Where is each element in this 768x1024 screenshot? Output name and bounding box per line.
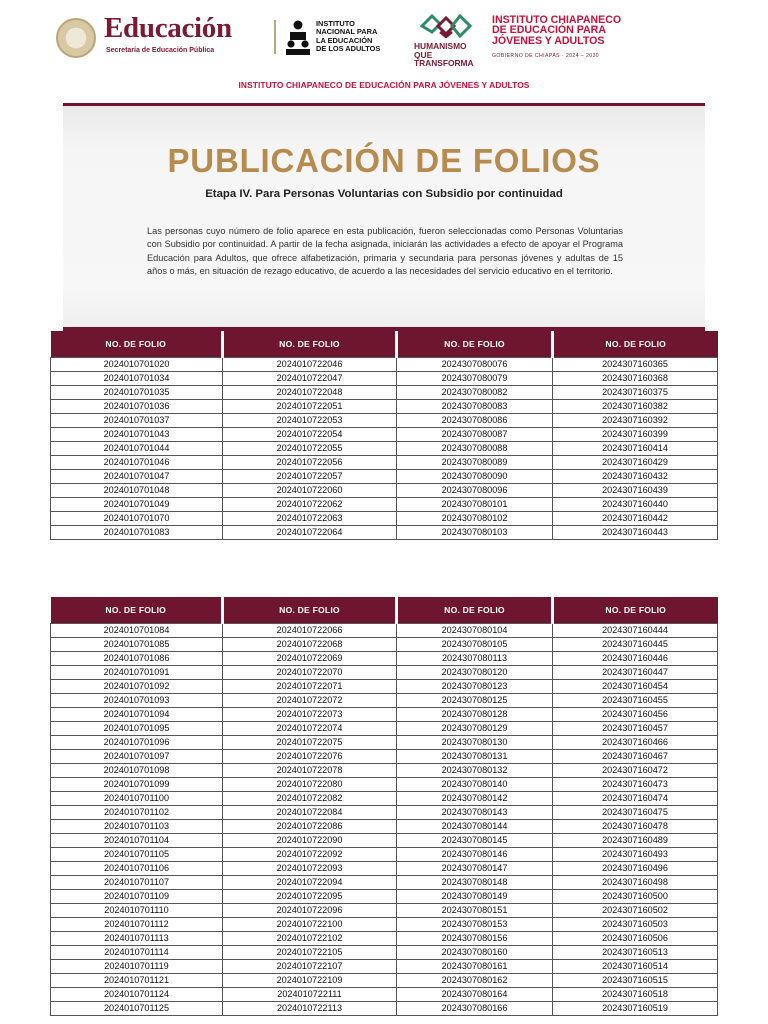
folio-cell: 2024307080076 — [397, 357, 553, 371]
folio-cell: 2024307160375 — [553, 385, 718, 399]
folio-cell: 2024010722096 — [223, 903, 397, 917]
folio-cell: 2024010701044 — [51, 441, 223, 455]
folio-cell: 2024010701036 — [51, 399, 223, 413]
folio-cell: 2024010701037 — [51, 413, 223, 427]
folio-cell: 2024010701094 — [51, 707, 223, 721]
table-row — [51, 469, 718, 483]
folio-cell: 2024307080113 — [397, 651, 553, 665]
table-row — [51, 511, 718, 525]
table-row — [51, 455, 718, 469]
table-row — [51, 749, 718, 763]
folio-cell: 2024010701097 — [51, 749, 223, 763]
folio-cell: 2024010701096 — [51, 735, 223, 749]
folio-cell: 2024010701098 — [51, 763, 223, 777]
folio-cell: 2024307160475 — [553, 805, 718, 819]
inea-logo — [284, 18, 396, 62]
table-row — [51, 819, 718, 833]
folio-cell: 2024010701110 — [51, 903, 223, 917]
folio-cell: 2024010722071 — [223, 679, 397, 693]
folio-cell: 2024010701102 — [51, 805, 223, 819]
page-title: PUBLICACIÓN DE FOLIOS — [167, 142, 601, 179]
folio-cell: 2024307160498 — [553, 875, 718, 889]
folio-cell: 2024307080086 — [397, 413, 553, 427]
folio-cell: 2024307080144 — [397, 819, 553, 833]
folio-cell: 2024010722100 — [223, 917, 397, 931]
column-header: NO. DE FOLIO — [397, 597, 553, 623]
folio-cell: 2024307160513 — [553, 945, 718, 959]
folio-cell: 2024010701124 — [51, 987, 223, 1001]
folio-cell: 2024307080161 — [397, 959, 553, 973]
folio-cell: 2024010722072 — [223, 693, 397, 707]
table-row — [51, 665, 718, 679]
folio-cell: 2024307160515 — [553, 973, 718, 987]
folio-cell: 2024010701035 — [51, 385, 223, 399]
folio-cell: 2024010701070 — [51, 511, 223, 525]
folio-cell: 2024010722086 — [223, 819, 397, 833]
folio-cell: 2024010701092 — [51, 679, 223, 693]
folio-cell: 2024307080164 — [397, 987, 553, 1001]
folio-cell: 2024010722069 — [223, 651, 397, 665]
folio-cell: 2024307160457 — [553, 721, 718, 735]
folio-cell: 2024307080160 — [397, 945, 553, 959]
folio-cell: 2024010722066 — [223, 623, 397, 637]
folio-cell: 2024010701083 — [51, 525, 223, 539]
table-row — [51, 917, 718, 931]
table-row — [51, 413, 718, 427]
folio-cell: 2024010701125 — [51, 1001, 223, 1015]
table-row — [51, 903, 718, 917]
folio-cell: 2024010722048 — [223, 385, 397, 399]
folio-cell: 2024307080123 — [397, 679, 553, 693]
folio-cell: 2024010701046 — [51, 455, 223, 469]
column-header: NO. DE FOLIO — [553, 597, 718, 623]
folio-cell: 2024307080103 — [397, 525, 553, 539]
sep-logo — [56, 14, 266, 62]
folio-cell: 2024307160473 — [553, 777, 718, 791]
folio-cell: 2024307160445 — [553, 637, 718, 651]
folio-cell: 2024010722068 — [223, 637, 397, 651]
folio-cell: 2024307160440 — [553, 497, 718, 511]
folio-cell: 2024307160506 — [553, 931, 718, 945]
table-row — [51, 371, 718, 385]
folio-cell: 2024010701105 — [51, 847, 223, 861]
folio-cell: 2024307080105 — [397, 637, 553, 651]
folio-cell: 2024307160432 — [553, 469, 718, 483]
table-row — [51, 707, 718, 721]
folio-cell: 2024307080153 — [397, 917, 553, 931]
folio-cell: 2024307160399 — [553, 427, 718, 441]
folio-cell: 2024010722095 — [223, 889, 397, 903]
table-row — [51, 651, 718, 665]
folio-cell: 2024307160466 — [553, 735, 718, 749]
icheja-logo-subtitle: GOBIERNO DE CHIAPAS · 2024 – 2030 — [492, 53, 600, 59]
folio-cell: 2024307160392 — [553, 413, 718, 427]
folio-cell: 2024307160503 — [553, 917, 718, 931]
folio-cell: 2024010701091 — [51, 665, 223, 679]
folio-cell: 2024307160474 — [553, 791, 718, 805]
sep-logo-subtitle: Secretaría de Educación Pública — [106, 47, 215, 54]
folio-cell: 2024307160472 — [553, 763, 718, 777]
table-row — [51, 525, 718, 539]
folio-cell: 2024010722093 — [223, 861, 397, 875]
folio-cell: 2024307080130 — [397, 735, 553, 749]
folio-cell: 2024307160519 — [553, 1001, 718, 1015]
folio-cell: 2024010701020 — [51, 357, 223, 371]
icheja-logo-title: INSTITUTO CHIAPANECO DE EDUCACIÓN PARA JÓVENES Y ADULTOS — [492, 14, 622, 47]
folio-cell: 2024010722064 — [223, 525, 397, 539]
folio-cell: 2024307080132 — [397, 763, 553, 777]
folio-table-1 — [50, 331, 718, 540]
folio-cell: 2024307080082 — [397, 385, 553, 399]
folio-cell: 2024307160502 — [553, 903, 718, 917]
column-header: NO. DE FOLIO — [51, 331, 223, 357]
folio-cell: 2024307160454 — [553, 679, 718, 693]
column-header: NO. DE FOLIO — [553, 331, 718, 357]
header-logos — [56, 12, 728, 69]
humanismo-mark-icon — [420, 14, 472, 38]
table-row — [51, 791, 718, 805]
folio-cell: 2024307080125 — [397, 693, 553, 707]
table-row — [51, 693, 718, 707]
folio-cell: 2024307080140 — [397, 777, 553, 791]
folio-cell: 2024307160489 — [553, 833, 718, 847]
folio-cell: 2024307080147 — [397, 861, 553, 875]
table-row — [51, 679, 718, 693]
folio-cell: 2024307080142 — [397, 791, 553, 805]
table-row — [51, 959, 718, 973]
folio-cell: 2024010701043 — [51, 427, 223, 441]
folio-cell: 2024307080101 — [397, 497, 553, 511]
folio-cell: 2024010722078 — [223, 763, 397, 777]
humanismo-logo-text: HUMANISMO QUE TRANSFORMA — [414, 41, 474, 69]
table-row — [51, 483, 718, 497]
folio-cell: 2024307160365 — [553, 357, 718, 371]
folio-cell: 2024307080087 — [397, 427, 553, 441]
folio-cell: 2024010722062 — [223, 497, 397, 511]
folio-cell: 2024307160455 — [553, 693, 718, 707]
folio-cell: 2024010722076 — [223, 749, 397, 763]
folio-cell: 2024010722080 — [223, 777, 397, 791]
folio-cell: 2024010722057 — [223, 469, 397, 483]
folio-cell: 2024307080156 — [397, 931, 553, 945]
table-row — [51, 441, 718, 455]
table-row — [51, 623, 718, 637]
intro-paragraph: Las personas cuyo número de folio aparece en esta publicación, fueron seleccionadas como Personas Voluntarias con Subsidio por continuidad. A partir de la fecha asignada, iniciarán las actividades a efecto de apoyar el Programa Educación para Adultos, que ofrece alfabetización, primaria y secundaria para personas jóvenes y adultas de 15 años o más, en situación de rezago educativo, de acuerdo a las necesidades del servicio educativo en el territorio. — [147, 226, 623, 276]
folio-cell: 2024010722111 — [223, 987, 397, 1001]
folio-cell: 2024307160456 — [553, 707, 718, 721]
folio-cell: 2024010722102 — [223, 931, 397, 945]
table-row — [51, 721, 718, 735]
folio-cell: 2024010722094 — [223, 875, 397, 889]
table-row — [51, 637, 718, 651]
table-row — [51, 987, 718, 1001]
folio-cell: 2024010722063 — [223, 511, 397, 525]
folio-cell: 2024307080129 — [397, 721, 553, 735]
column-header: NO. DE FOLIO — [223, 597, 397, 623]
folio-cell: 2024010701104 — [51, 833, 223, 847]
folio-cell: 2024010701034 — [51, 371, 223, 385]
folio-cell: 2024010722053 — [223, 413, 397, 427]
table-header-row — [51, 331, 718, 357]
folio-cell: 2024307080090 — [397, 469, 553, 483]
table-row — [51, 847, 718, 861]
folio-table-2 — [50, 597, 718, 1016]
folio-cell: 2024010722109 — [223, 973, 397, 987]
folio-cell: 2024010722055 — [223, 441, 397, 455]
folio-cell: 2024307080104 — [397, 623, 553, 637]
folio-cell: 2024307080148 — [397, 875, 553, 889]
folio-cell: 2024307160447 — [553, 665, 718, 679]
folio-cell: 2024307080102 — [397, 511, 553, 525]
folio-cell: 2024010722107 — [223, 959, 397, 973]
folio-cell: 2024307080146 — [397, 847, 553, 861]
table-row — [51, 735, 718, 749]
folio-cell: 2024307080162 — [397, 973, 553, 987]
folio-cell: 2024010722056 — [223, 455, 397, 469]
folio-cell: 2024307160514 — [553, 959, 718, 973]
folio-cell: 2024010701114 — [51, 945, 223, 959]
folio-cell: 2024307160368 — [553, 371, 718, 385]
folio-cell: 2024307160478 — [553, 819, 718, 833]
folio-cell: 2024307080151 — [397, 903, 553, 917]
folio-cell: 2024307160500 — [553, 889, 718, 903]
table-row — [51, 889, 718, 903]
folio-cell: 2024010722113 — [223, 1001, 397, 1015]
folio-cell: 2024010722046 — [223, 357, 397, 371]
column-header: NO. DE FOLIO — [223, 331, 397, 357]
institution-line: INSTITUTO CHIAPANECO DE EDUCACIÓN PARA JÓVENES Y ADULTOS — [238, 80, 530, 90]
table-row — [51, 833, 718, 847]
folio-cell: 2024010722051 — [223, 399, 397, 413]
table-row — [51, 805, 718, 819]
folio-cell: 2024010701103 — [51, 819, 223, 833]
folio-cell: 2024307160382 — [553, 399, 718, 413]
column-header: NO. DE FOLIO — [397, 331, 553, 357]
table-row — [51, 357, 718, 371]
folio-cell: 2024010722084 — [223, 805, 397, 819]
folio-cell: 2024010722092 — [223, 847, 397, 861]
folio-cell: 2024010722074 — [223, 721, 397, 735]
page-subtitle: Etapa IV. Para Personas Voluntarias con Subsidio por continuidad — [205, 188, 563, 200]
humanismo-logo — [414, 12, 478, 69]
folio-cell: 2024010701048 — [51, 483, 223, 497]
folio-cell: 2024010701106 — [51, 861, 223, 875]
folio-cell: 2024010701099 — [51, 777, 223, 791]
folio-cell: 2024010722105 — [223, 945, 397, 959]
publication-banner — [63, 103, 705, 333]
folio-cell: 2024010701095 — [51, 721, 223, 735]
folio-cell: 2024010701107 — [51, 875, 223, 889]
folio-cell: 2024307160493 — [553, 847, 718, 861]
folio-cell: 2024010722075 — [223, 735, 397, 749]
folio-cell: 2024010722054 — [223, 427, 397, 441]
folio-cell: 2024307080120 — [397, 665, 553, 679]
table-row — [51, 763, 718, 777]
folio-cell: 2024307160439 — [553, 483, 718, 497]
folio-cell: 2024307080096 — [397, 483, 553, 497]
folio-cell: 2024307160443 — [553, 525, 718, 539]
folio-cell: 2024307160429 — [553, 455, 718, 469]
sep-logo-text: Educación — [104, 12, 232, 44]
inea-logo-text: INSTITUTO NACIONAL PARA LA EDUCACIÓN DE LOS ADULTOS — [316, 19, 381, 53]
table-row — [51, 399, 718, 413]
folio-cell: 2024010701049 — [51, 497, 223, 511]
folio-cell: 2024010722060 — [223, 483, 397, 497]
folio-cell: 2024307160444 — [553, 623, 718, 637]
folio-cell: 2024010701121 — [51, 973, 223, 987]
folio-cell: 2024307080079 — [397, 371, 553, 385]
folio-cell: 2024010701086 — [51, 651, 223, 665]
folio-cell: 2024010701093 — [51, 693, 223, 707]
folio-cell: 2024307080088 — [397, 441, 553, 455]
folio-cell: 2024010701109 — [51, 889, 223, 903]
inea-people-icon — [284, 20, 312, 56]
folio-cell: 2024010722082 — [223, 791, 397, 805]
folio-cell: 2024010701100 — [51, 791, 223, 805]
folio-cell: 2024307080143 — [397, 805, 553, 819]
table-row — [51, 385, 718, 399]
table-header-row — [51, 597, 718, 623]
mexico-seal-icon — [56, 18, 96, 58]
table-row — [51, 497, 718, 511]
folio-cell: 2024010701112 — [51, 917, 223, 931]
folio-cell: 2024010701047 — [51, 469, 223, 483]
table-row — [51, 777, 718, 791]
folio-cell: 2024307080149 — [397, 889, 553, 903]
table-row — [51, 875, 718, 889]
folio-cell: 2024307160446 — [553, 651, 718, 665]
folio-cell: 2024010701113 — [51, 931, 223, 945]
folio-cell: 2024307080145 — [397, 833, 553, 847]
folio-cell: 2024010701119 — [51, 959, 223, 973]
folio-cell: 2024307080131 — [397, 749, 553, 763]
folio-cell: 2024307160518 — [553, 987, 718, 1001]
folio-cell: 2024010722070 — [223, 665, 397, 679]
folio-cell: 2024010722090 — [223, 833, 397, 847]
folio-cell: 2024307080089 — [397, 455, 553, 469]
folio-cell: 2024307080083 — [397, 399, 553, 413]
table-row — [51, 973, 718, 987]
folio-cell: 2024307160467 — [553, 749, 718, 763]
folio-cell: 2024307080128 — [397, 707, 553, 721]
folio-cell: 2024010722073 — [223, 707, 397, 721]
table-row — [51, 945, 718, 959]
folio-cell: 2024307160442 — [553, 511, 718, 525]
folio-cell: 2024010701084 — [51, 623, 223, 637]
folio-cell: 2024307160496 — [553, 861, 718, 875]
folio-cell: 2024010722047 — [223, 371, 397, 385]
table-row — [51, 861, 718, 875]
table-row — [51, 1001, 718, 1015]
logo-divider — [274, 20, 276, 54]
folio-cell: 2024307080166 — [397, 1001, 553, 1015]
table-row — [51, 931, 718, 945]
column-header: NO. DE FOLIO — [51, 597, 223, 623]
folio-cell: 2024010701085 — [51, 637, 223, 651]
table-row — [51, 427, 718, 441]
folio-cell: 2024307160414 — [553, 441, 718, 455]
